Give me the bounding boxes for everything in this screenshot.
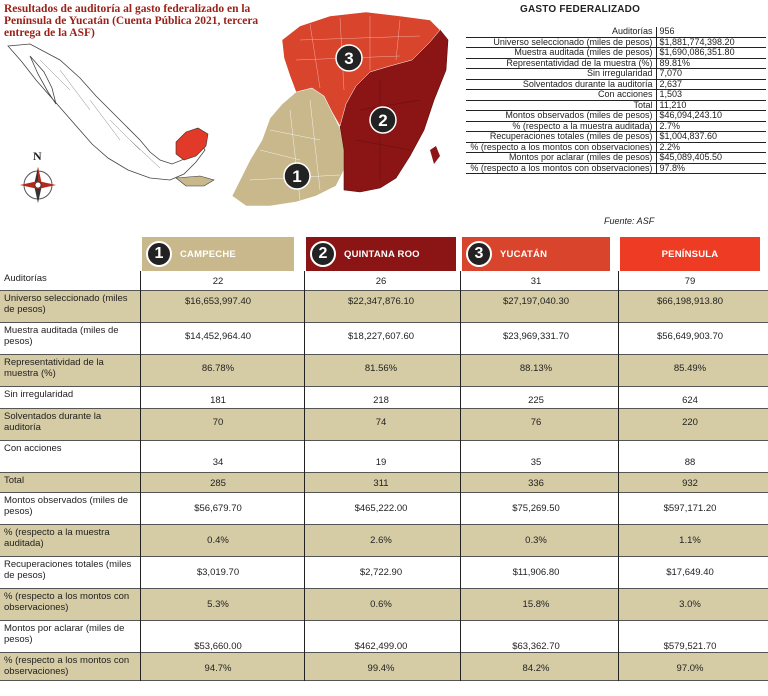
row-label: Universo seleccionado (miles de pesos): [4, 293, 128, 315]
cell-value: $56,649,903.70: [656, 331, 724, 342]
region-marker-2: [370, 107, 396, 133]
column-label: PENÍNSULA: [661, 248, 719, 260]
column-divider: [460, 271, 461, 681]
cell-value: 285: [210, 478, 226, 489]
gf-row-value: 11,210: [656, 100, 766, 111]
row-label: Recuperaciones totales (miles de pesos): [4, 559, 132, 581]
cell-value: 99.4%: [367, 663, 395, 674]
north-label: N: [33, 149, 42, 163]
gf-row: [466, 132, 766, 143]
campeche-region: [232, 88, 344, 206]
row-divider: [0, 680, 768, 681]
table-row: [0, 291, 768, 323]
header-section: [0, 0, 768, 232]
cell-value: 220: [682, 417, 698, 428]
column-divider: [618, 271, 619, 681]
cell-value: 932: [682, 478, 698, 489]
table-row: [0, 271, 768, 291]
cell-value: $22,347,876.10: [347, 296, 415, 307]
column-header-yucat-n: [462, 237, 610, 271]
row-label: Total: [4, 475, 25, 486]
gf-row: [466, 90, 766, 101]
cell-value: 5.3%: [207, 599, 229, 610]
gf-row: [466, 27, 766, 37]
column-header-pen-nsula: [620, 237, 760, 271]
gf-row-label: % (respecto a los montos con observaciones): [466, 163, 656, 174]
cell-value: 97.0%: [676, 663, 704, 674]
table-row: [0, 409, 768, 441]
cell-value: 34: [212, 457, 224, 468]
gf-row-label: % (respecto a la muestra auditada): [466, 121, 656, 132]
cell-value: 74: [375, 417, 387, 428]
table-row: [0, 653, 768, 681]
column-header-row: [0, 237, 768, 273]
cell-value: 76: [530, 417, 542, 428]
cell-value: $465,222.00: [354, 503, 408, 514]
gf-row-value: $1,690,086,351.80: [656, 48, 766, 59]
gf-row: [466, 37, 766, 48]
cell-value: $17,649.40: [666, 567, 714, 578]
cell-value: $56,679.70: [194, 503, 242, 514]
cell-value: $23,969,331.70: [502, 331, 570, 342]
row-label: % (respecto a la muestra auditada): [4, 527, 110, 549]
row-label: % (respecto a los montos con observaciones): [4, 655, 130, 677]
table-row: [0, 441, 768, 473]
cell-value: 19: [375, 457, 387, 468]
cell-value: $11,906.80: [512, 567, 560, 578]
gf-row-label: Solventados durante la auditoría: [466, 79, 656, 90]
gf-row-value: 89.81%: [656, 58, 766, 69]
source-note: Fuente: ASF: [604, 216, 655, 226]
column-label: CAMPECHE: [180, 248, 236, 260]
cell-value: 311: [373, 478, 389, 489]
cell-value: 31: [530, 276, 542, 287]
column-label: YUCATÁN: [500, 248, 548, 260]
row-label: Montos por aclarar (miles de pesos): [4, 623, 125, 645]
page-title: Resultados de auditoría al gasto federalizado en la Península de Yucatán (Cuenta Pública 2021, tercera entrega de la ASF): [4, 3, 259, 39]
gf-row: [466, 100, 766, 111]
gf-row-label: Montos observados (miles de pesos): [466, 111, 656, 122]
cell-value: 3.0%: [679, 599, 701, 610]
row-label: Solventados durante la auditoría: [4, 411, 102, 433]
region-marker-3: [336, 45, 362, 71]
gf-row-label: Sin irregularidad: [466, 69, 656, 80]
cell-value: 70: [212, 417, 224, 428]
table-row: [0, 323, 768, 355]
cell-value: 15.8%: [522, 599, 550, 610]
cell-value: $462,499.00: [354, 641, 408, 652]
tabasco-small: [176, 176, 214, 186]
svg-text:2: 2: [378, 111, 388, 130]
gf-row-value: $1,004,837.60: [656, 132, 766, 143]
gf-row-label: Auditorías: [466, 27, 656, 37]
row-label: Auditorías: [4, 273, 47, 284]
gf-row-label: Recuperaciones totales (miles de pesos): [466, 132, 656, 143]
gf-row-value: 2,637: [656, 79, 766, 90]
cell-value: 218: [373, 395, 389, 406]
column-number-badge: 3: [466, 241, 492, 267]
cell-value: $3,019.70: [196, 567, 240, 578]
gf-row: [466, 69, 766, 80]
row-label: Muestra auditada (miles de pesos): [4, 325, 119, 347]
table-row: [0, 589, 768, 621]
cell-value: $14,452,964.40: [184, 331, 252, 342]
table-row: [0, 355, 768, 387]
cell-value: 22: [212, 276, 224, 287]
row-label: Montos observados (miles de pesos): [4, 495, 129, 517]
cell-value: $75,269.50: [512, 503, 560, 514]
cell-value: 86.78%: [201, 363, 235, 374]
yucatan-highlight-small: [176, 128, 208, 160]
cell-value: $18,227,607.60: [347, 331, 415, 342]
gf-row-label: Con acciones: [466, 90, 656, 101]
cell-value: 88.13%: [519, 363, 553, 374]
table-row: [0, 493, 768, 525]
column-number-badge: 1: [146, 241, 172, 267]
gf-row: [466, 48, 766, 59]
gf-row-value: $46,094,243.10: [656, 111, 766, 122]
gf-row-value: 7,070: [656, 69, 766, 80]
table-row: [0, 473, 768, 493]
cell-value: 26: [375, 276, 387, 287]
gf-row: [466, 111, 766, 122]
cell-value: 181: [210, 395, 226, 406]
gf-row: [466, 121, 766, 132]
cell-value: 1.1%: [679, 535, 701, 546]
gasto-federalizado-title: GASTO FEDERALIZADO: [520, 4, 641, 15]
cell-value: 336: [528, 478, 544, 489]
cell-value: 79: [684, 276, 696, 287]
column-header-quintana-roo: [306, 237, 456, 271]
table-row: [0, 621, 768, 653]
table-row: [0, 525, 768, 557]
cell-value: 2.6%: [370, 535, 392, 546]
cell-value: 35: [530, 457, 542, 468]
cell-value: 0.3%: [525, 535, 547, 546]
svg-text:1: 1: [292, 167, 302, 186]
cell-value: 85.49%: [673, 363, 707, 374]
gf-row: [466, 163, 766, 174]
compass-icon: [20, 167, 56, 203]
cell-value: 88: [684, 457, 696, 468]
cell-value: 84.2%: [522, 663, 550, 674]
cell-value: $53,660.00: [194, 641, 242, 652]
cell-value: $63,362.70: [512, 641, 560, 652]
gf-row-value: 1,503: [656, 90, 766, 101]
gf-row-label: Representatividad de la muestra (%): [466, 58, 656, 69]
cell-value: $579,521.70: [663, 641, 717, 652]
gf-row: [466, 79, 766, 90]
row-label: % (respecto a los montos con observaciones): [4, 591, 130, 613]
cell-value: 94.7%: [204, 663, 232, 674]
column-divider: [140, 271, 141, 681]
region-marker-1: [284, 163, 310, 189]
gasto-federalizado-table: [466, 27, 766, 174]
cell-value: $16,653,997.40: [184, 296, 252, 307]
gf-row-value: 2.2%: [656, 142, 766, 153]
cell-value: 81.56%: [364, 363, 398, 374]
svg-text:3: 3: [344, 49, 354, 68]
column-label: QUINTANA ROO: [344, 248, 420, 260]
cell-value: $597,171.20: [663, 503, 717, 514]
row-label: Con acciones: [4, 443, 62, 454]
table-row: [0, 387, 768, 409]
gf-row-value: 97.8%: [656, 163, 766, 174]
gf-row-value: 2.7%: [656, 121, 766, 132]
cell-value: $2,722.90: [359, 567, 403, 578]
gf-row-label: Universo seleccionado (miles de pesos): [466, 37, 656, 48]
cell-value: $66,198,913.80: [656, 296, 724, 307]
gf-row-label: % (respecto a los montos con observaciones): [466, 142, 656, 153]
cozumel-island: [430, 146, 440, 164]
gf-row-label: Montos por aclarar (miles de pesos): [466, 153, 656, 164]
gf-row: [466, 142, 766, 153]
gf-row: [466, 153, 766, 164]
cell-value: 0.6%: [370, 599, 392, 610]
row-label: Sin irregularidad: [4, 389, 74, 400]
column-header-campeche: [142, 237, 294, 271]
row-label: Representatividad de la muestra (%): [4, 357, 104, 379]
table-row: [0, 557, 768, 589]
gf-row: [466, 58, 766, 69]
cell-value: 225: [528, 395, 544, 406]
column-number-badge: 2: [310, 241, 336, 267]
gf-row-value: $1,881,774,398.20: [656, 37, 766, 48]
cell-value: $27,197,040.30: [502, 296, 570, 307]
cell-value: 624: [682, 395, 698, 406]
gf-row-value: 956: [656, 27, 766, 37]
column-divider: [304, 271, 305, 681]
gf-row-label: Muestra auditada (miles de pesos): [466, 48, 656, 59]
gf-row-label: Total: [466, 100, 656, 111]
gf-row-value: $45,089,405.50: [656, 153, 766, 164]
cell-value: 0.4%: [207, 535, 229, 546]
